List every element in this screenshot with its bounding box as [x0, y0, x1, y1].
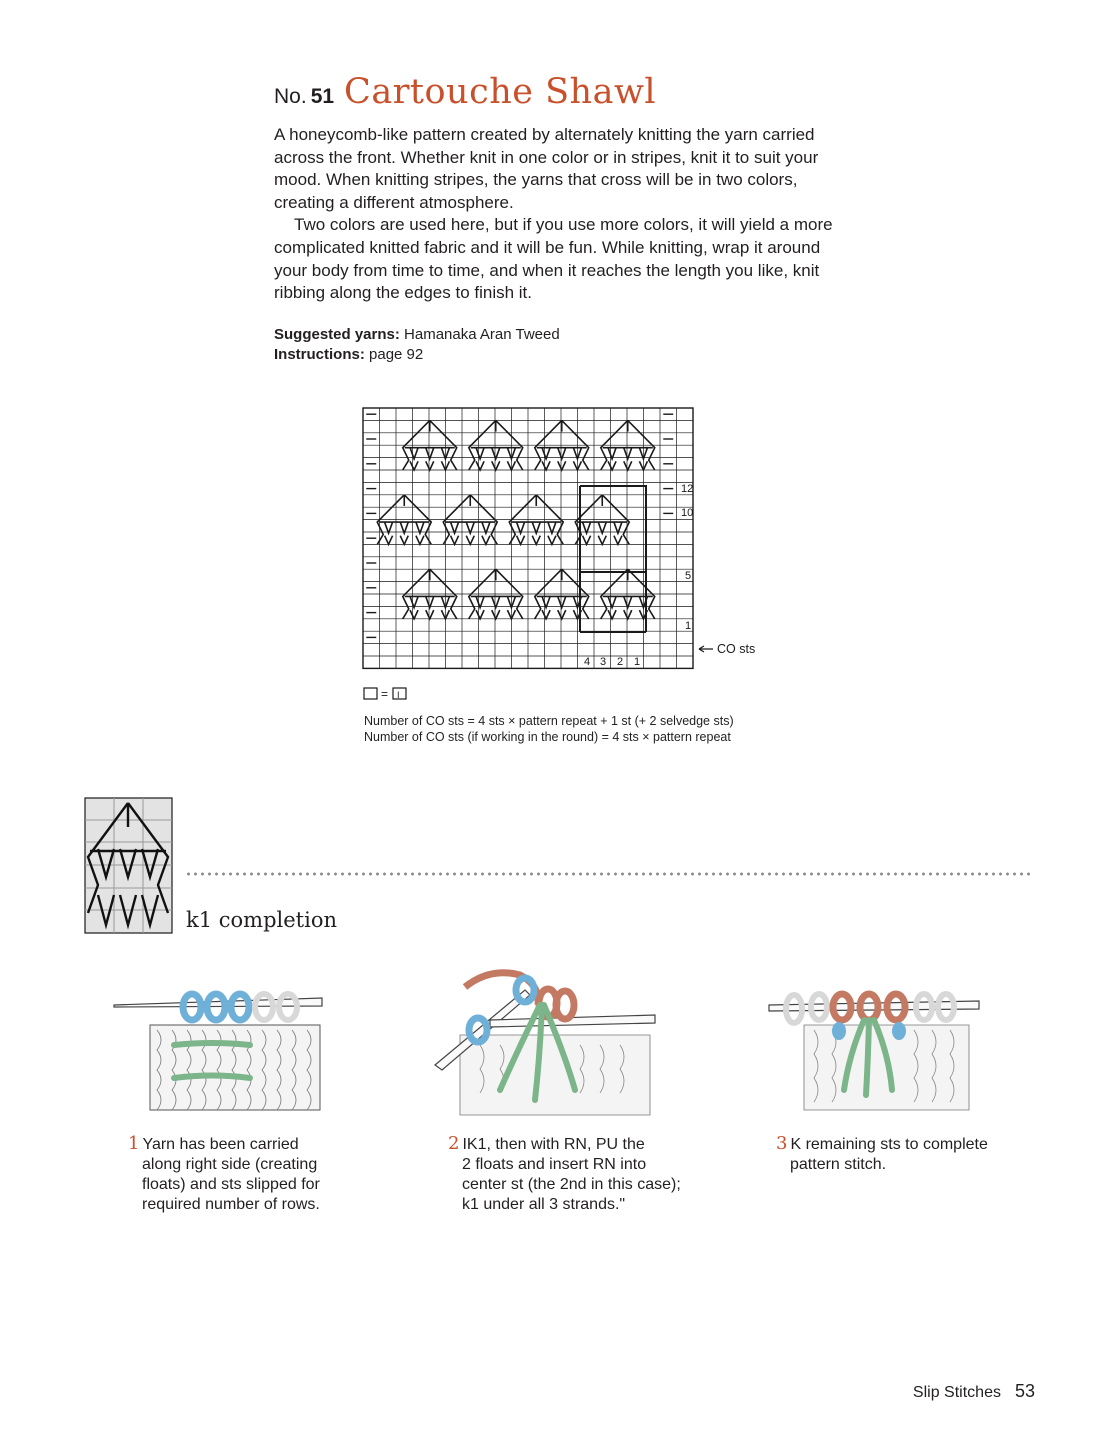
- slip-v: [426, 610, 434, 619]
- cast-on-note-2: Number of CO sts (if working in the round) = 4 sts × pattern repeat: [364, 730, 731, 744]
- slip-v: [542, 610, 550, 619]
- intro-paragraph-1: A honeycomb-like pattern created by alternately knitting the yarn carried across the front. Whether knit in one color or in stripes, knit it to suit your mood. When knitting stripes, the yarns that cross will be in two colors, creating a different atmosphere.: [274, 125, 819, 212]
- slip-v: [416, 522, 424, 533]
- slip-v: [542, 596, 550, 607]
- slip-v: [476, 461, 484, 470]
- slip-v: [558, 596, 566, 607]
- step-2-line-4: k1 under all 3 strands.": [462, 1196, 626, 1213]
- cast-on-note-1: Number of CO sts = 4 sts × pattern repeat + 1 st (+ 2 selvedge sts): [364, 714, 734, 728]
- slip-v: [426, 461, 434, 470]
- repeat-outline-lower: [580, 572, 646, 632]
- co-label: CO sts: [717, 642, 756, 656]
- step-3: [776, 1134, 988, 1175]
- step-2-illustration: [430, 965, 660, 1120]
- step-1-number: 1: [128, 1133, 140, 1154]
- slip-v: [608, 448, 616, 459]
- slip-v: [416, 536, 424, 545]
- step-1-line-2: along right side (creating: [142, 1156, 318, 1173]
- slip-v: [492, 596, 500, 607]
- section-divider: [185, 872, 1033, 876]
- slip-v: [532, 522, 540, 533]
- slip-v: [614, 522, 622, 533]
- legend-knit-symbol: I: [397, 690, 400, 700]
- slip-v: [492, 448, 500, 459]
- instructions-row: [274, 345, 560, 365]
- slip-v: [400, 536, 408, 545]
- slip-v: [608, 461, 616, 470]
- cast-on-notes: [364, 713, 734, 745]
- yarn-label: Suggested yarns:: [274, 326, 400, 343]
- row-label-5: 5: [685, 570, 692, 582]
- slip-v: [548, 522, 556, 533]
- slip-v: [426, 448, 434, 459]
- slip-v: [466, 536, 474, 545]
- page-title: [274, 72, 656, 122]
- col-label-4: 4: [584, 656, 591, 668]
- row-label-1: 1: [685, 620, 692, 632]
- legend-empty-square: [364, 688, 377, 699]
- slip-v: [410, 448, 418, 459]
- step-3-number: 3: [776, 1133, 788, 1154]
- slip-v: [482, 522, 490, 533]
- slip-v: [476, 596, 484, 607]
- knitting-chart: [355, 400, 785, 710]
- slip-v: [608, 610, 616, 619]
- step-1-illustration: [112, 965, 332, 1115]
- step-3-illustration: [764, 965, 984, 1115]
- slip-v: [492, 610, 500, 619]
- slip-v: [542, 461, 550, 470]
- slip-v: [400, 522, 408, 533]
- col-label-3: 3: [600, 656, 607, 668]
- slip-v: [492, 461, 500, 470]
- pattern-number: 51: [310, 85, 335, 108]
- slip-v: [624, 610, 632, 619]
- slip-v: [410, 461, 418, 470]
- step-2-number: 2: [448, 1133, 460, 1154]
- page-number: 53: [1014, 1381, 1035, 1401]
- slip-v: [614, 536, 622, 545]
- slip-v: [476, 610, 484, 619]
- step-3-line-1: K remaining sts to complete: [790, 1136, 988, 1153]
- slip-v: [558, 461, 566, 470]
- step-2: [448, 1134, 681, 1215]
- intro-text: [274, 124, 840, 305]
- pattern-specs: [274, 325, 560, 365]
- slip-v: [583, 522, 591, 533]
- step-3-line-2: pattern stitch.: [790, 1156, 887, 1173]
- instructions-value: page 92: [369, 346, 424, 363]
- page-footer: [913, 1381, 1035, 1402]
- yarn-value: Hamanaka Aran Tweed: [404, 326, 560, 343]
- slip-v: [598, 536, 606, 545]
- section-title: k1 completion: [186, 908, 337, 932]
- row-label-12: 12: [681, 483, 694, 495]
- col-label-1: 1: [634, 656, 641, 668]
- slip-v: [476, 448, 484, 459]
- slip-v: [583, 536, 591, 545]
- co-arrow-icon: [699, 646, 713, 652]
- k1-completion-symbol: [84, 797, 174, 937]
- step-1: [128, 1134, 320, 1215]
- step-2-line-2: 2 floats and insert RN into: [462, 1156, 647, 1173]
- yarn-row: [274, 325, 560, 345]
- col-label-2: 2: [617, 656, 624, 668]
- slip-v: [426, 596, 434, 607]
- slip-v: [517, 536, 525, 545]
- slip-v: [385, 522, 393, 533]
- slip-v: [548, 536, 556, 545]
- legend-equals: =: [381, 687, 389, 701]
- slip-v: [542, 448, 550, 459]
- step-2-line-1: IK1, then with RN, PU the: [462, 1136, 645, 1153]
- step-1-line-3: floats) and sts slipped for: [142, 1176, 320, 1193]
- pattern-no-label: No.: [274, 85, 307, 108]
- slip-v: [482, 536, 490, 545]
- step-1-line-4: required number of rows.: [142, 1196, 320, 1213]
- slip-v: [410, 596, 418, 607]
- row-label-10: 10: [681, 507, 694, 519]
- slip-v: [624, 448, 632, 459]
- step-2-line-3: center st (the 2nd in this case);: [462, 1176, 681, 1193]
- slip-v: [385, 536, 393, 545]
- slip-v: [517, 522, 525, 533]
- pattern-name: Cartouche Shawl: [344, 72, 657, 112]
- slip-v: [558, 448, 566, 459]
- slip-v: [532, 536, 540, 545]
- footer-section: Slip Stitches: [912, 1384, 1001, 1401]
- intro-paragraph-2: Two colors are used here, but if you use more colors, it will yield a more complicated knitted fabric and it will be fun. While knitting, wrap it around your body from time to time, and when it reaches the length you like, knit ribbing along the edges to finish it.: [274, 215, 833, 303]
- slip-v: [451, 522, 459, 533]
- slip-v: [466, 522, 474, 533]
- slip-v: [558, 610, 566, 619]
- slip-v: [608, 596, 616, 607]
- step-1-line-1: Yarn has been carried: [142, 1136, 299, 1153]
- slip-v: [624, 596, 632, 607]
- instructions-label: Instructions:: [274, 346, 365, 363]
- slip-v: [410, 610, 418, 619]
- slip-v: [598, 522, 606, 533]
- slip-v: [451, 536, 459, 545]
- slip-v: [624, 461, 632, 470]
